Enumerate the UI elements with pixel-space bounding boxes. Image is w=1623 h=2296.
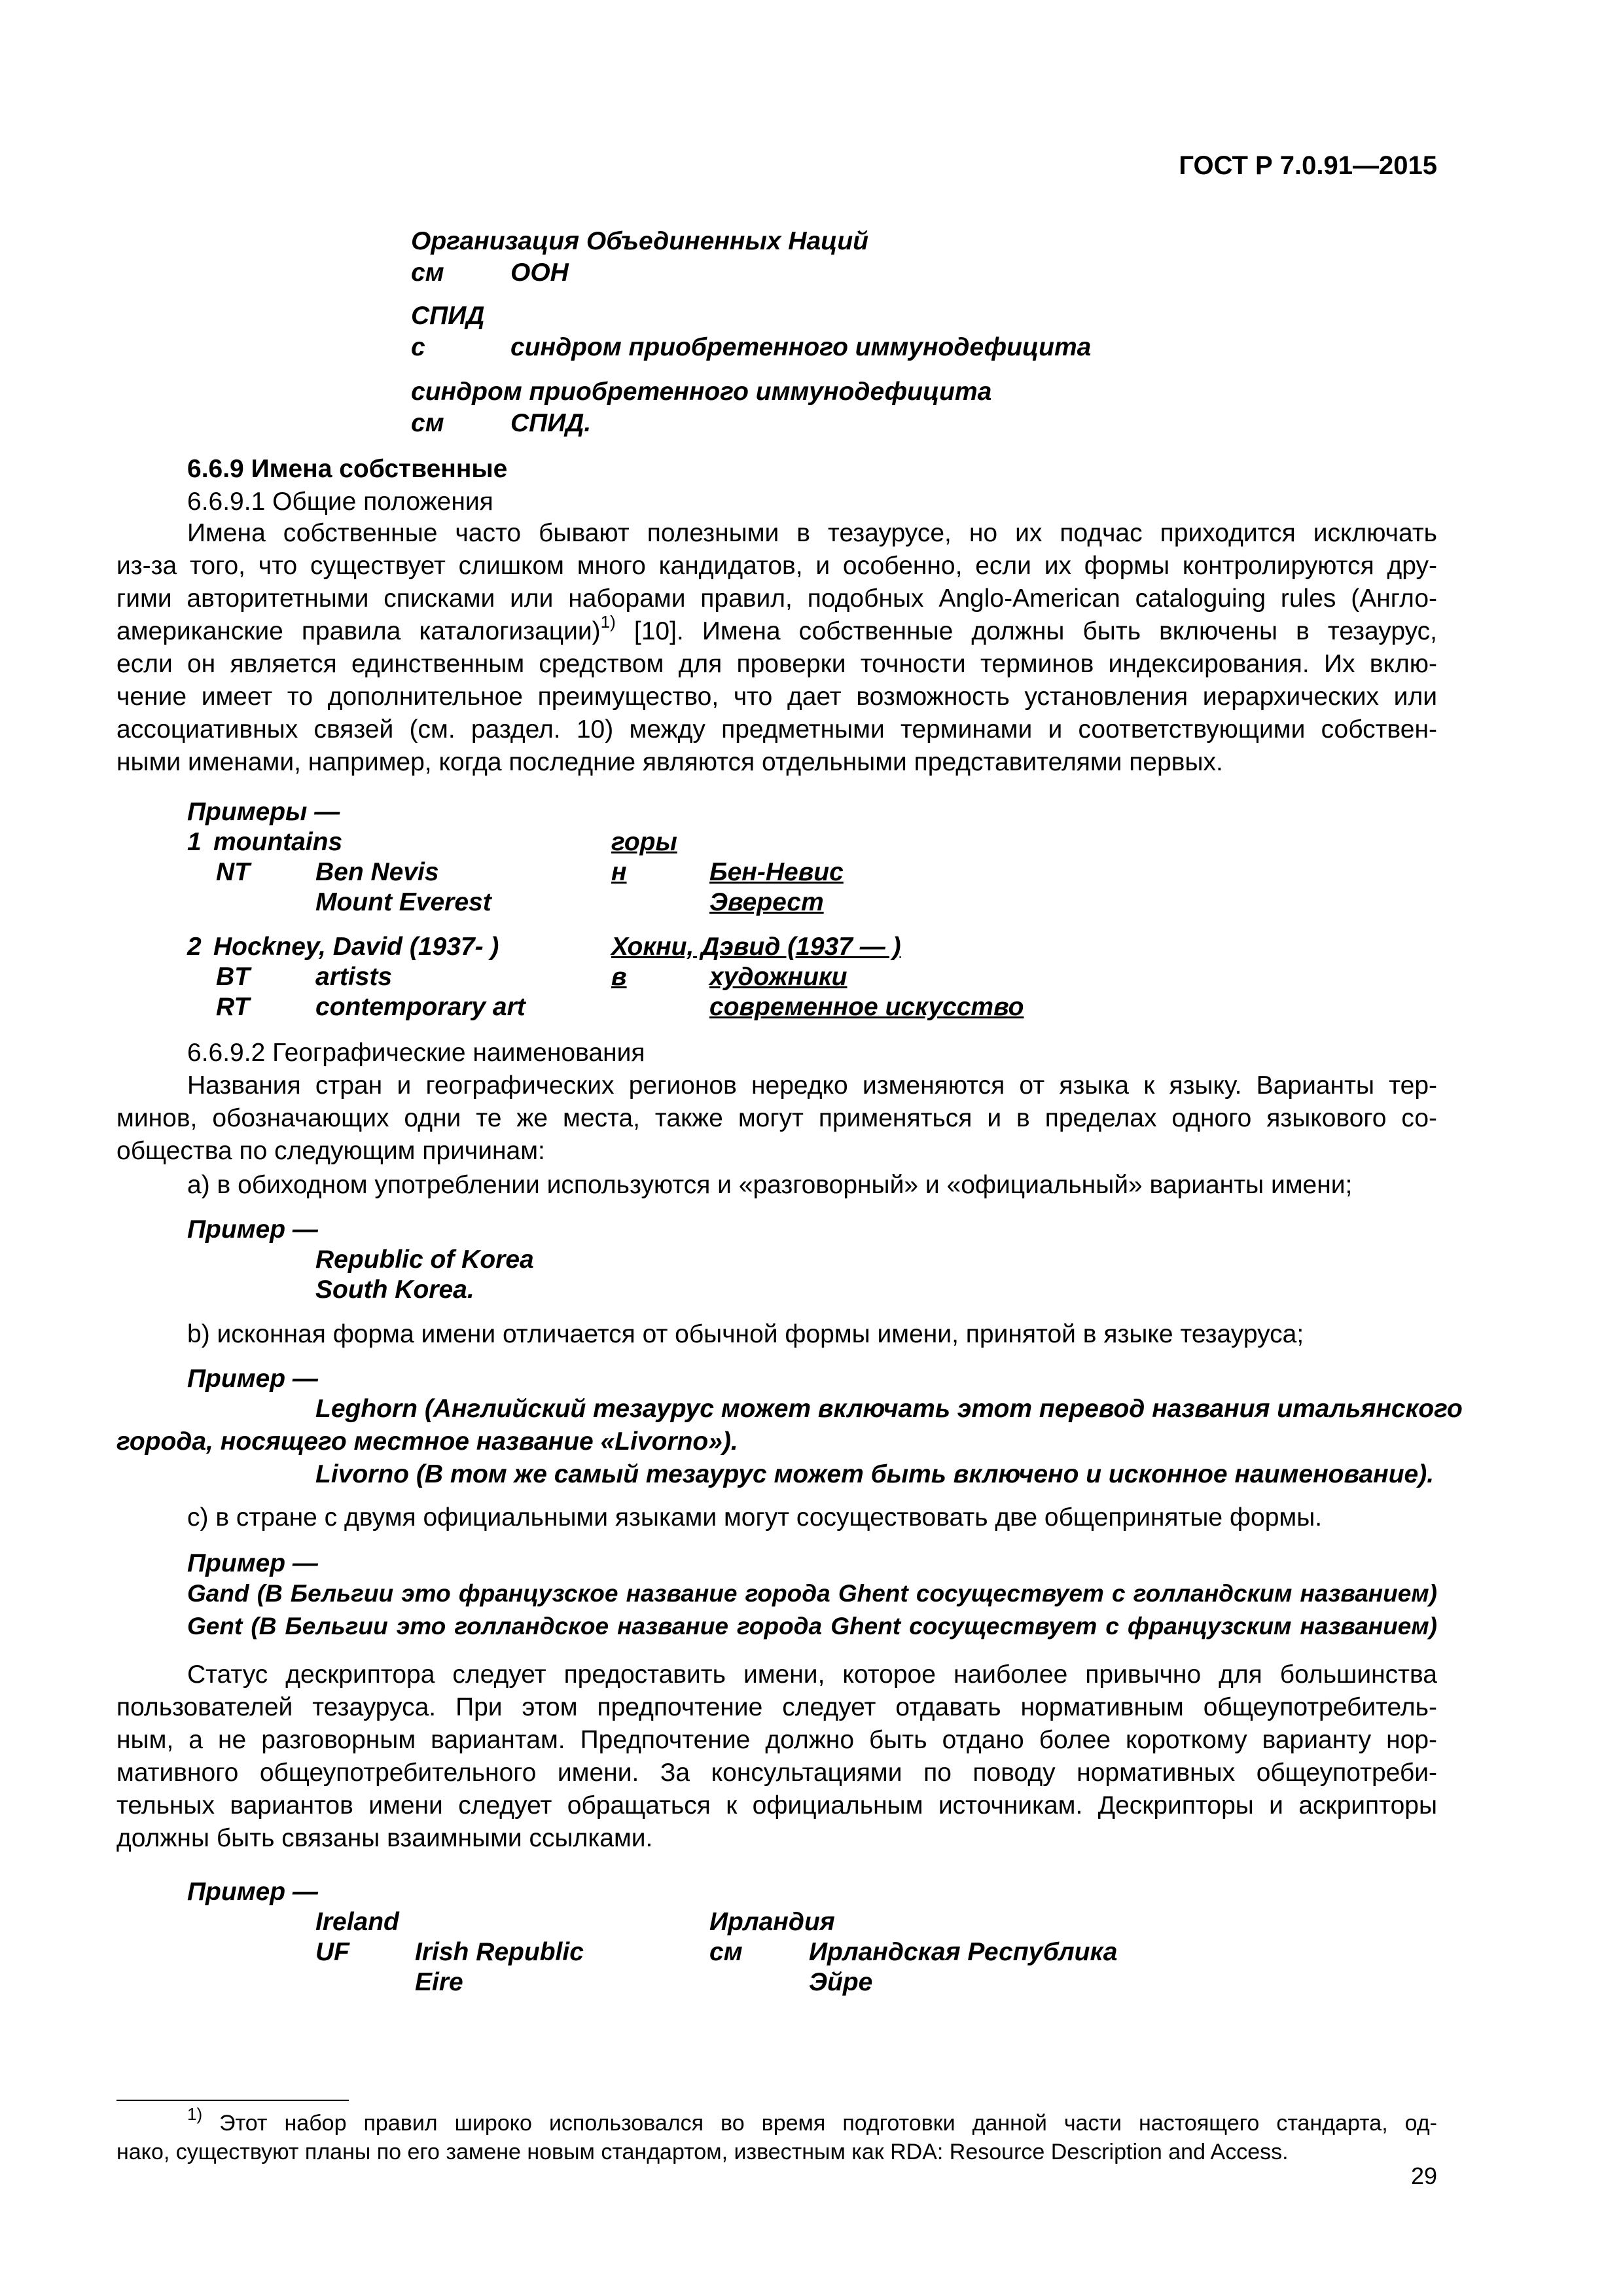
example-label: Пример — (187, 1215, 318, 1244)
example-ref-value: синдром приобретенного иммунодефицита (510, 333, 1092, 361)
english-relation-code: RT (216, 993, 250, 1021)
russian-related-term: художники (709, 963, 847, 991)
section-heading: 6.6.9 Имена собственные (187, 455, 508, 483)
paragraph-line (116, 612, 1437, 648)
footnote-separator (116, 2100, 349, 2101)
paragraph-line: минов, обозначающих одни те же места, также могут применяться и в пределах одного языкового со- (116, 1104, 1437, 1132)
example-label: Пример — (187, 1549, 318, 1577)
paragraph-line: Статус дескриптора следует предоставить имени, которое наиболее привычно для большинства (187, 1660, 1437, 1689)
english-relation-code: BT (216, 963, 250, 991)
paragraph-proper-names (116, 517, 1437, 779)
russian-related-term: Эверест (709, 888, 824, 916)
paragraph-line: гими авторитетными списками или наборами правил, подобных Anglo-American cataloguing rules (Англо- (116, 584, 1437, 613)
list-item-b: b) исконная форма имени отличается от обычной формы имени, принятой в языке тезауруса; (187, 1320, 1304, 1348)
paragraph-line: тельных вариантов имени следует обращаться к официальным источникам. Дескрипторы и аскрипторы (116, 1791, 1437, 1820)
footnote-mark: 1) (187, 2104, 203, 2124)
example-line: South Korea. (315, 1276, 474, 1304)
russian-term: Хокни, Дэвид (1937 — ) (611, 933, 901, 961)
example-block-b (116, 1393, 1463, 1491)
footnote-line-part: Этот набор правил широко использовался во время подготовки данной части настоящего стандарта, од- (202, 2111, 1437, 2136)
subsection-heading: 6.6.9.1 Общие положения (187, 488, 493, 516)
paragraph-line: Названия стран и географических регионов нередко изменяются от языка к языку. Варианты тер- (187, 1071, 1437, 1100)
russian-relation-code: н (611, 858, 627, 886)
example-number: 2 (187, 933, 202, 961)
paragraph-line: ассоциативных связей (см. раздел. 10) между предметными терминами и соответствующими собствен- (116, 715, 1437, 744)
subsection-heading: 6.6.9.2 Географические наименования (187, 1039, 645, 1067)
paragraph-geographic-names (116, 1069, 1437, 1168)
list-item-a: а) в обиходном употреблении используются и «разговорный» и «официальный» варианты имени; (187, 1171, 1353, 1199)
footnote (116, 2104, 1437, 2166)
paragraph-line: пользователей тезауруса. При этом предпочтение следует отдавать нормативным общеупотребитель- (116, 1693, 1437, 1721)
examples-label: Примеры — (187, 798, 340, 826)
paragraph-line: Имена собственные часто бывают полезными в тезаурусе, но их подчас приходится исключать (187, 519, 1437, 547)
example-term: Организация Объединенных Наций (411, 227, 868, 255)
paragraph-line-part: [10]. Имена собственные должны быть включены в тезаурус, (615, 617, 1437, 645)
example-line: Republic of Korea (315, 1246, 534, 1274)
example-ref-label: с (411, 333, 425, 361)
russian-related-term: Эйре (809, 1968, 873, 1996)
english-relation-code: UF (315, 1938, 349, 1966)
example-number: 1 (187, 828, 202, 856)
english-term: Hockney, David (1937- ) (213, 933, 499, 961)
paragraph-line: должны быть связаны взаимными ссылками. (116, 1824, 653, 1852)
russian-relation-code: в (611, 963, 627, 991)
paragraph-line: чение имеет то дополнительное преимущество, что дает возможность установления иерархических или (116, 683, 1437, 711)
example-block-c (187, 1577, 1437, 1643)
standard-number: ГОСТ Р 7.0.91—2015 (1179, 151, 1437, 180)
russian-term: горы (611, 828, 677, 856)
list-item-c: с) в стране с двумя официальными языками могут сосуществовать две общепринятые формы. (187, 1503, 1323, 1532)
english-related-term: Mount Everest (315, 888, 491, 916)
example-line: Leghorn (Английский тезаурус может включать этот перевод названия итальянского (315, 1395, 1463, 1423)
example-term: СПИД (411, 302, 485, 330)
example-line: Gent (В Бельгии это голландское название города Ghent сосуществует с французским названием) (187, 1613, 1437, 1640)
paragraph-line: ным, а не разговорным вариантам. Предпочтение должно быть отдано более короткому варианту нор- (116, 1726, 1437, 1754)
paragraph-line: общества по следующим причинам: (116, 1137, 545, 1165)
example-line: Livorno (В том же самый тезаурус может быть включено и исконное наименование). (315, 1460, 1435, 1488)
example-ref-value: СПИД. (510, 409, 592, 437)
english-term: Ireland (315, 1908, 399, 1936)
example-label: Пример — (187, 1878, 318, 1906)
russian-related-term: современное искусство (709, 993, 1024, 1021)
footnote-line: нако, существуют планы по его замене новым стандартом, известным как RDA: Resource Description and Access. (116, 2140, 1289, 2164)
russian-related-term: Бен-Невис (709, 858, 844, 886)
example-line: Gand (В Бельгии это французское название города Ghent сосуществует с голландским названием) (187, 1580, 1437, 1607)
english-relation-code: NT (216, 858, 250, 886)
paragraph-line: из-за того, что существует слишком много кандидатов, и особенно, если их формы контролируются дру- (116, 552, 1437, 580)
english-related-term: artists (315, 963, 393, 991)
russian-term: Ирландия (709, 1908, 835, 1936)
example-label: Пример — (187, 1365, 318, 1393)
paragraph-line-part: американские правила каталогизации) (116, 617, 601, 645)
paragraph-line: мативного общеупотребительного имени. За консультациями по поводу нормативных общеупотреби- (116, 1759, 1437, 1787)
page-number: 29 (1410, 2162, 1437, 2189)
example-ref-label: см (411, 259, 444, 287)
example-ref-label: см (411, 409, 444, 437)
example-line: города, носящего местное название «Livorno»). (116, 1427, 738, 1456)
footnote-line (116, 2104, 1437, 2138)
english-related-term: contemporary art (315, 993, 526, 1021)
english-related-term: Eire (415, 1968, 463, 1996)
paragraph-line: ными именами, например, когда последние являются отдельными представителями первых. (116, 748, 1223, 776)
paragraph-line: если он является единственным средством для проверки точности терминов индексирования. Их вклю- (116, 650, 1437, 678)
english-related-term: Ben Nevis (315, 858, 439, 886)
paragraph-descriptor-status (116, 1659, 1437, 1855)
footnote-reference: 1) (600, 612, 616, 632)
english-related-term: Irish Republic (415, 1938, 584, 1966)
english-term: mountains (213, 828, 343, 856)
russian-relation-code: см (709, 1938, 743, 1966)
example-ref-value: ООН (510, 259, 569, 287)
russian-related-term: Ирландская Республика (809, 1938, 1118, 1966)
example-term: синдром приобретенного иммунодефицита (411, 378, 992, 406)
